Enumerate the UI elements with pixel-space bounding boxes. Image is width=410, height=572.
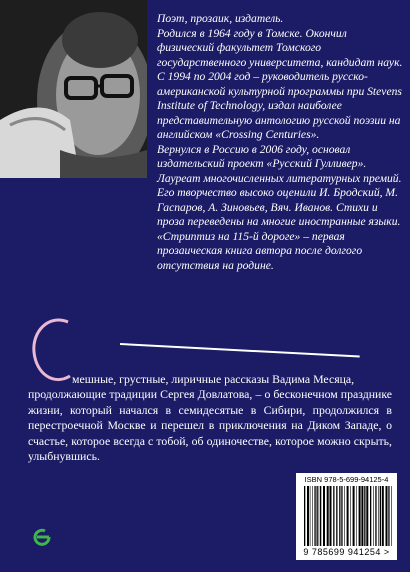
bio-line: Вернулся в Россию в 2006 году, основал издательский проект «Русский Гулливер».	[157, 142, 367, 170]
author-bio	[157, 12, 405, 273]
barcode-digits: 9 785699 941254 >	[303, 547, 390, 557]
divider-line	[120, 343, 360, 358]
book-blurb	[28, 372, 392, 464]
bio-line: «Стриптиз на 115-й дороге» – первая прозаическая книга автора после долгого отсутствия на родине.	[157, 229, 363, 272]
barcode-bars	[304, 486, 392, 546]
blurb-body: продолжающие традиции Сергея Довлатова, – о бесконечном празднике жизни, который начался в семидесятые в Сибири, продолжился в перестроечной Москве и перешел в приключения на Диком Западе, о счастье, которое всегда с тобой, об одиночестве, которое можно скрыть, улыбнувшись.	[28, 387, 392, 464]
bio-line: Лауреат многочисленных литературных премий. Его творчество высоко оценили И. Бродский, М. Гаспаров, А. Зиновьев, Вяч. Иванов. Стихи и проза переведены на многие иностранные языки.	[157, 171, 402, 228]
author-photo	[0, 0, 147, 178]
publisher-logo-icon	[33, 527, 51, 547]
blurb-first-line: мешные, грустные, лиричные рассказы Вадима Месяца,	[72, 372, 355, 386]
isbn-label: ISBN 978-5-699-94125-4	[304, 475, 389, 484]
decorative-initial	[28, 314, 74, 390]
bio-line: Родился в 1964 году в Томске. Окончил физический факультет Томского государственного университета, кандидат наук. С 1994 по 2004 год – руководитель русско-американской культурной программы при Stevens Institute of Technology, издал наиболее представительную антологию русской поэзии на английском «Crossing Centuries».	[157, 26, 403, 141]
bio-line: Поэт, прозаик, издатель.	[157, 12, 284, 25]
barcode	[296, 473, 397, 560]
